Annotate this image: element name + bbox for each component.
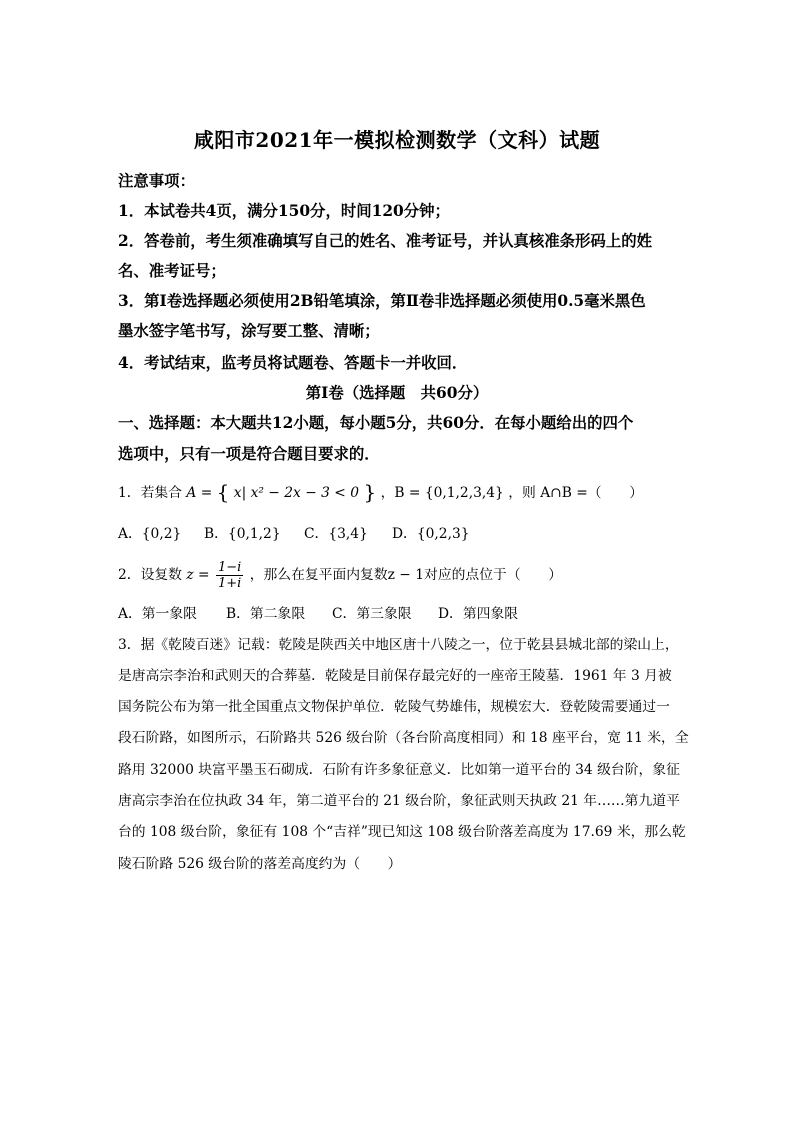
q3-line-3: 国务院公布为第一批全国重点文物保护单位．乾陵气势雄伟，规模宏大．登乾陵需要通过一 — [118, 699, 670, 715]
q1-prefix: 1．若集合 — [118, 485, 182, 501]
q3-line-2: 是唐高宗李治和武则天的合葬墓．乾陵是目前保存最完好的一座帝王陵墓．1961 年 3 月被 — [118, 668, 672, 684]
q2-suffix: ，那么在复平面内复数z − 1对应的点位于（ ） — [249, 567, 563, 583]
q1-option-b: B．{0,1,2} — [204, 526, 281, 542]
q3-line-6: 唐高宗李治在位执政 34 年，第二道平台的 21 级台阶，象征武则天执政 21 年……第九道平 — [118, 793, 680, 809]
q1-set-a-body: x| x² − 2x − 3 < 0 — [233, 485, 360, 501]
q3-line-8: 陵石阶路 526 级台阶的落差高度约为（ ） — [118, 856, 402, 872]
q3-line-7: 台的 108 级台阶，象征有 108 个“吉祥”现已知这 108 级台阶落差高度为 17.69 米，那么乾 — [118, 824, 686, 840]
exam-title: 咸阳市2021年一模拟检测数学（文科）试题 — [193, 128, 601, 152]
question-2 — [118, 558, 678, 592]
q1-option-a: A．{0,2} — [118, 526, 182, 542]
notice-item-3: 3．第Ⅰ卷选择题必须使用2B铅笔填涂，第Ⅱ卷非选择题必须使用0.5毫米黑色 — [118, 292, 646, 310]
q2-options — [118, 602, 678, 622]
notice-item-2-cont: 名、准考证号； — [118, 262, 226, 280]
q2-denominator: 1+i — [217, 576, 242, 591]
q3-line-5: 路用 32000 块富平墨玉石砌成．石阶有许多象征意义．比如第一道平台的 34 级台阶，象征 — [118, 762, 680, 778]
section-title: 第Ⅰ卷（选择题 共60分） — [305, 384, 489, 402]
q2-prefix: 2．设复数 — [118, 567, 182, 583]
q1-option-d: D．{0,2,3} — [392, 526, 470, 542]
q1-option-c: C．{3,4} — [304, 526, 368, 542]
question-1: 1．若集合 A = { x| x² − 2x − 3 < 0 } ，B = {0,1,2,3,4} ，则 A∩B =（ ） — [118, 480, 643, 504]
notice-item-1: 1．本试卷共4页，满分150分，时间120分钟； — [118, 202, 450, 220]
notice-item-3-cont: 墨水签字笔书写，涂写要工整、清晰； — [118, 322, 380, 340]
section-instruction-2: 选项中，只有一项是符合题目要求的． — [118, 445, 380, 463]
q1-options — [118, 522, 678, 542]
q3-line-1: 3．据《乾陵百迷》记载：乾陵是陕西关中地区唐十八陵之一，位于乾县县城北部的梁山上， — [118, 637, 679, 653]
notice-heading: 注意事项： — [118, 172, 195, 190]
q2-fraction — [216, 560, 243, 591]
q2-numerator: 1−i — [217, 560, 242, 575]
q1-set-a-lhs: A — [186, 485, 197, 501]
q2-option-c: C．第三象限 — [332, 606, 412, 622]
q1-set-b: ，B = {0,1,2,3,4} — [380, 485, 504, 501]
q3-line-4: 段石阶路，如图所示，石阶路共 526 级台阶（各台阶高度相同）和 18 座平台，宽 11 米，全 — [118, 730, 689, 746]
notice-item-4: 4．考试结束，监考员将试题卷、答题卡一并收回． — [118, 354, 468, 372]
q2-option-d: D．第四象限 — [438, 606, 519, 622]
q2-option-a: A．第一象限 — [118, 606, 197, 622]
q1-ask: ，则 A∩B =（ ） — [508, 485, 643, 501]
notice-item-2: 2．答卷前，考生须准确填写自己的姓名、准考证号，并认真核准条形码上的姓 — [118, 232, 652, 250]
q2-option-b: B．第二象限 — [226, 606, 306, 622]
section-instruction-1: 一、选择题：本大题共12小题，每小题5分，共60分．在每小题给出的四个 — [118, 414, 634, 432]
q2-z-eq: z = — [186, 567, 210, 583]
